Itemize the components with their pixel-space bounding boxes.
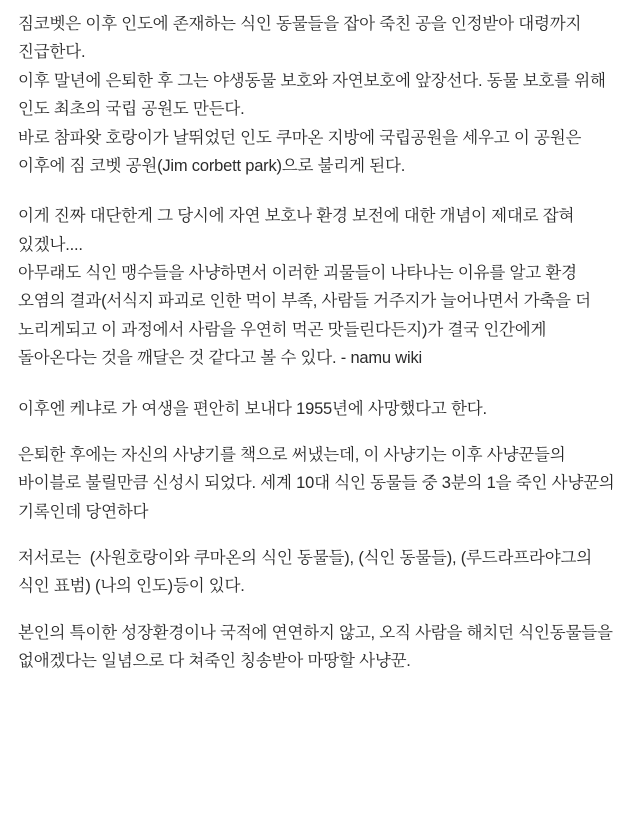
- paragraph-spacer: [18, 373, 622, 395]
- paragraph-namu-wiki-analysis: 아무래도 식인 맹수들을 사냥하면서 이러한 괴물들이 나타나는 이유를 알고 환경 오염의 결과(서식지 파괴로 인한 먹이 부족, 사람들 거주지가 늘어나면서 가축을 더 노리게되고 이 과정에서 사람을 우연히 먹곤 맛들린다든지)가 결국 인간에게 돌아온다는 것을 깨달은 것 같다고 볼 수 있다. - namu wiki: [18, 264, 596, 368]
- paragraph-jim-corbett-park: 바로 참파왓 호랑이가 날뛰었던 인도 쿠마온 지방에 국립공원을 세우고 이 공원은 이후에 짐 코벳 공원(Jim corbett park)으로 불리게 된다.: [18, 128, 586, 175]
- paragraph-hunting-book: 은퇴한 후에는 자신의 사냥기를 책으로 써냈는데, 이 사냥기는 이후 사냥꾼들의 바이블로 불릴만큼 신성시 되었다. 세계 10대 식인 동물들 중 3분의 1을 죽인 사냥꾼의 기록인데 당연하다: [18, 445, 619, 521]
- paragraph-spacer: [18, 526, 622, 544]
- paragraph-corbett-promotion: 짐코벳은 이후 인도에 존재하는 식인 동물들을 잡아 죽친 공을 인정받아 대령까지 진급한다.: [18, 15, 586, 62]
- paragraph-book-list: 저서로는 (사원호랑이와 쿠마온의 식인 동물들), (식인 동물들), (루드라프라야그의 식인 표범) (나의 인도)등이 있다.: [18, 549, 597, 596]
- paragraph-spacer: [18, 423, 622, 441]
- paragraph-closing-praise: 본인의 특이한 성장환경이나 국적에 연연하지 않고, 오직 사람을 해치던 식인동물들을 없애겠다는 일념으로 다 쳐죽인 칭송받아 마땅할 사냥꾼.: [18, 623, 618, 671]
- paragraph-retirement-conservation: 이후 말년에 은퇴한 후 그는 야생동물 보호와 자연보호에 앞장선다. 동물 보호를 위해 인도 최초의 국립 공원도 만든다.: [18, 71, 611, 119]
- paragraph-spacer: [18, 601, 622, 619]
- paragraph-kenya-death: 이후엔 케냐로 가 여생을 편안히 보내다 1955년에 사망했다고 한다.: [18, 399, 487, 418]
- paragraph-conservation-concept: 이게 진짜 대단한게 그 당시에 자연 보호나 환경 보전에 대한 개념이 제대로 잡혀 있겠나....: [18, 207, 579, 254]
- paragraph-spacer: [18, 180, 622, 202]
